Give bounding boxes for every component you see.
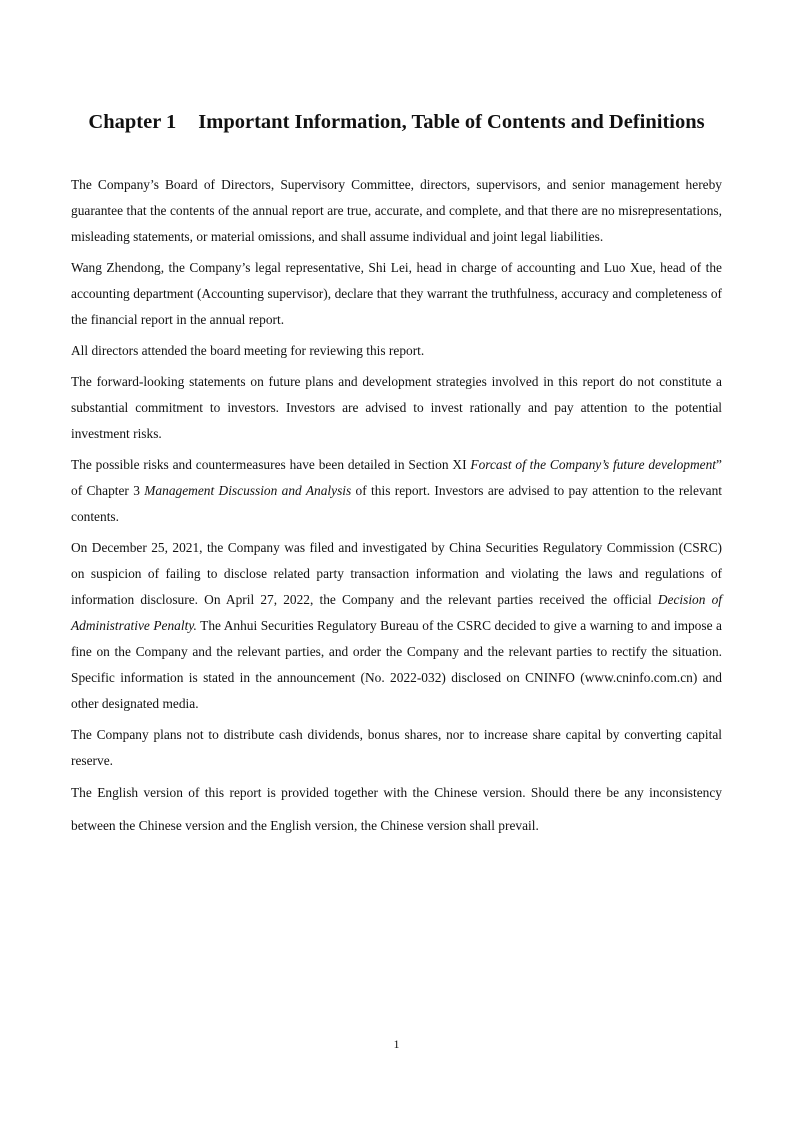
paragraph-csrc-investigation	[71, 535, 722, 717]
chapter-title: Important Information, Table of Contents and Definitions	[198, 111, 705, 133]
csrc-decision-reference: Decision of Administrative Penalty.	[71, 592, 722, 633]
risks-chapter-reference: Management Discussion and Analysis	[144, 483, 352, 498]
risks-text-1: The possible risks and countermeasures have been detailed in Section XI	[71, 457, 471, 472]
paragraph-responsibility-statement: The Company’s Board of Directors, Supervisory Committee, directors, supervisors, and senior management hereby guarantee that the contents of the annual report are true, accurate, and complete, and that there are no misrepresentations, misleading statements, or material omissions, and shall assume individual and joint legal liabilities.	[71, 177, 722, 244]
risks-text-3: of this report. Investors are advised to pay attention to the relevant contents.	[71, 483, 723, 524]
risks-section-reference: Forcast of the Company’s future development	[470, 457, 717, 472]
paragraph-legal-representative: Wang Zhendong, the Company’s legal representative, Shi Lei, head in charge of accounting and Luo Xue, head of the accounting department (Accounting supervisor), declare that they warrant the truthfulness, accuracy and completeness of the financial report in the annual report.	[71, 260, 722, 327]
paragraph-board-attendance: All directors attended the board meeting for reviewing this report.	[71, 343, 425, 358]
risks-text-2: ” of Chapter 3	[71, 457, 722, 498]
chapter-label: Chapter 1	[88, 111, 177, 133]
paragraph-forward-looking: The forward-looking statements on future plans and development strategies involved in this report do not constitute a substantial commitment to investors. Investors are advised to invest rationally and pay attention to the potential investment risks.	[71, 374, 722, 441]
paragraph-dividend-plan: The Company plans not to distribute cash dividends, bonus shares, nor to increase share capital by converting capital reserve.	[71, 727, 722, 768]
paragraph-language-version: The English version of this report is provided together with the Chinese version. Should there be any inconsistency between the Chinese version and the English version, the Chinese version shall prevail.	[71, 785, 722, 833]
chapter-heading	[0, 108, 793, 136]
paragraph-risks	[71, 452, 722, 530]
page-number: 1	[393, 1037, 400, 1051]
csrc-text-2: The Anhui Securities Regulatory Bureau of the CSRC decided to give a warning to and impose a fine on the Company and the relevant parties, and order the Company and the relevant parties to rectify the situation. Specific information is stated in the announcement (No. 2022-032) disclosed on CNINFO (www.cninfo.com.cn) and other designated media.	[71, 618, 722, 711]
csrc-text-1: On December 25, 2021, the Company was filed and investigated by China Securities Regulatory Commission (CSRC) on suspicion of failing to disclose related party transaction information and violating the laws and regulations of information disclosure. On April 27, 2022, the Company and the relevant parties received the official	[71, 540, 722, 607]
document-body	[71, 172, 722, 847]
